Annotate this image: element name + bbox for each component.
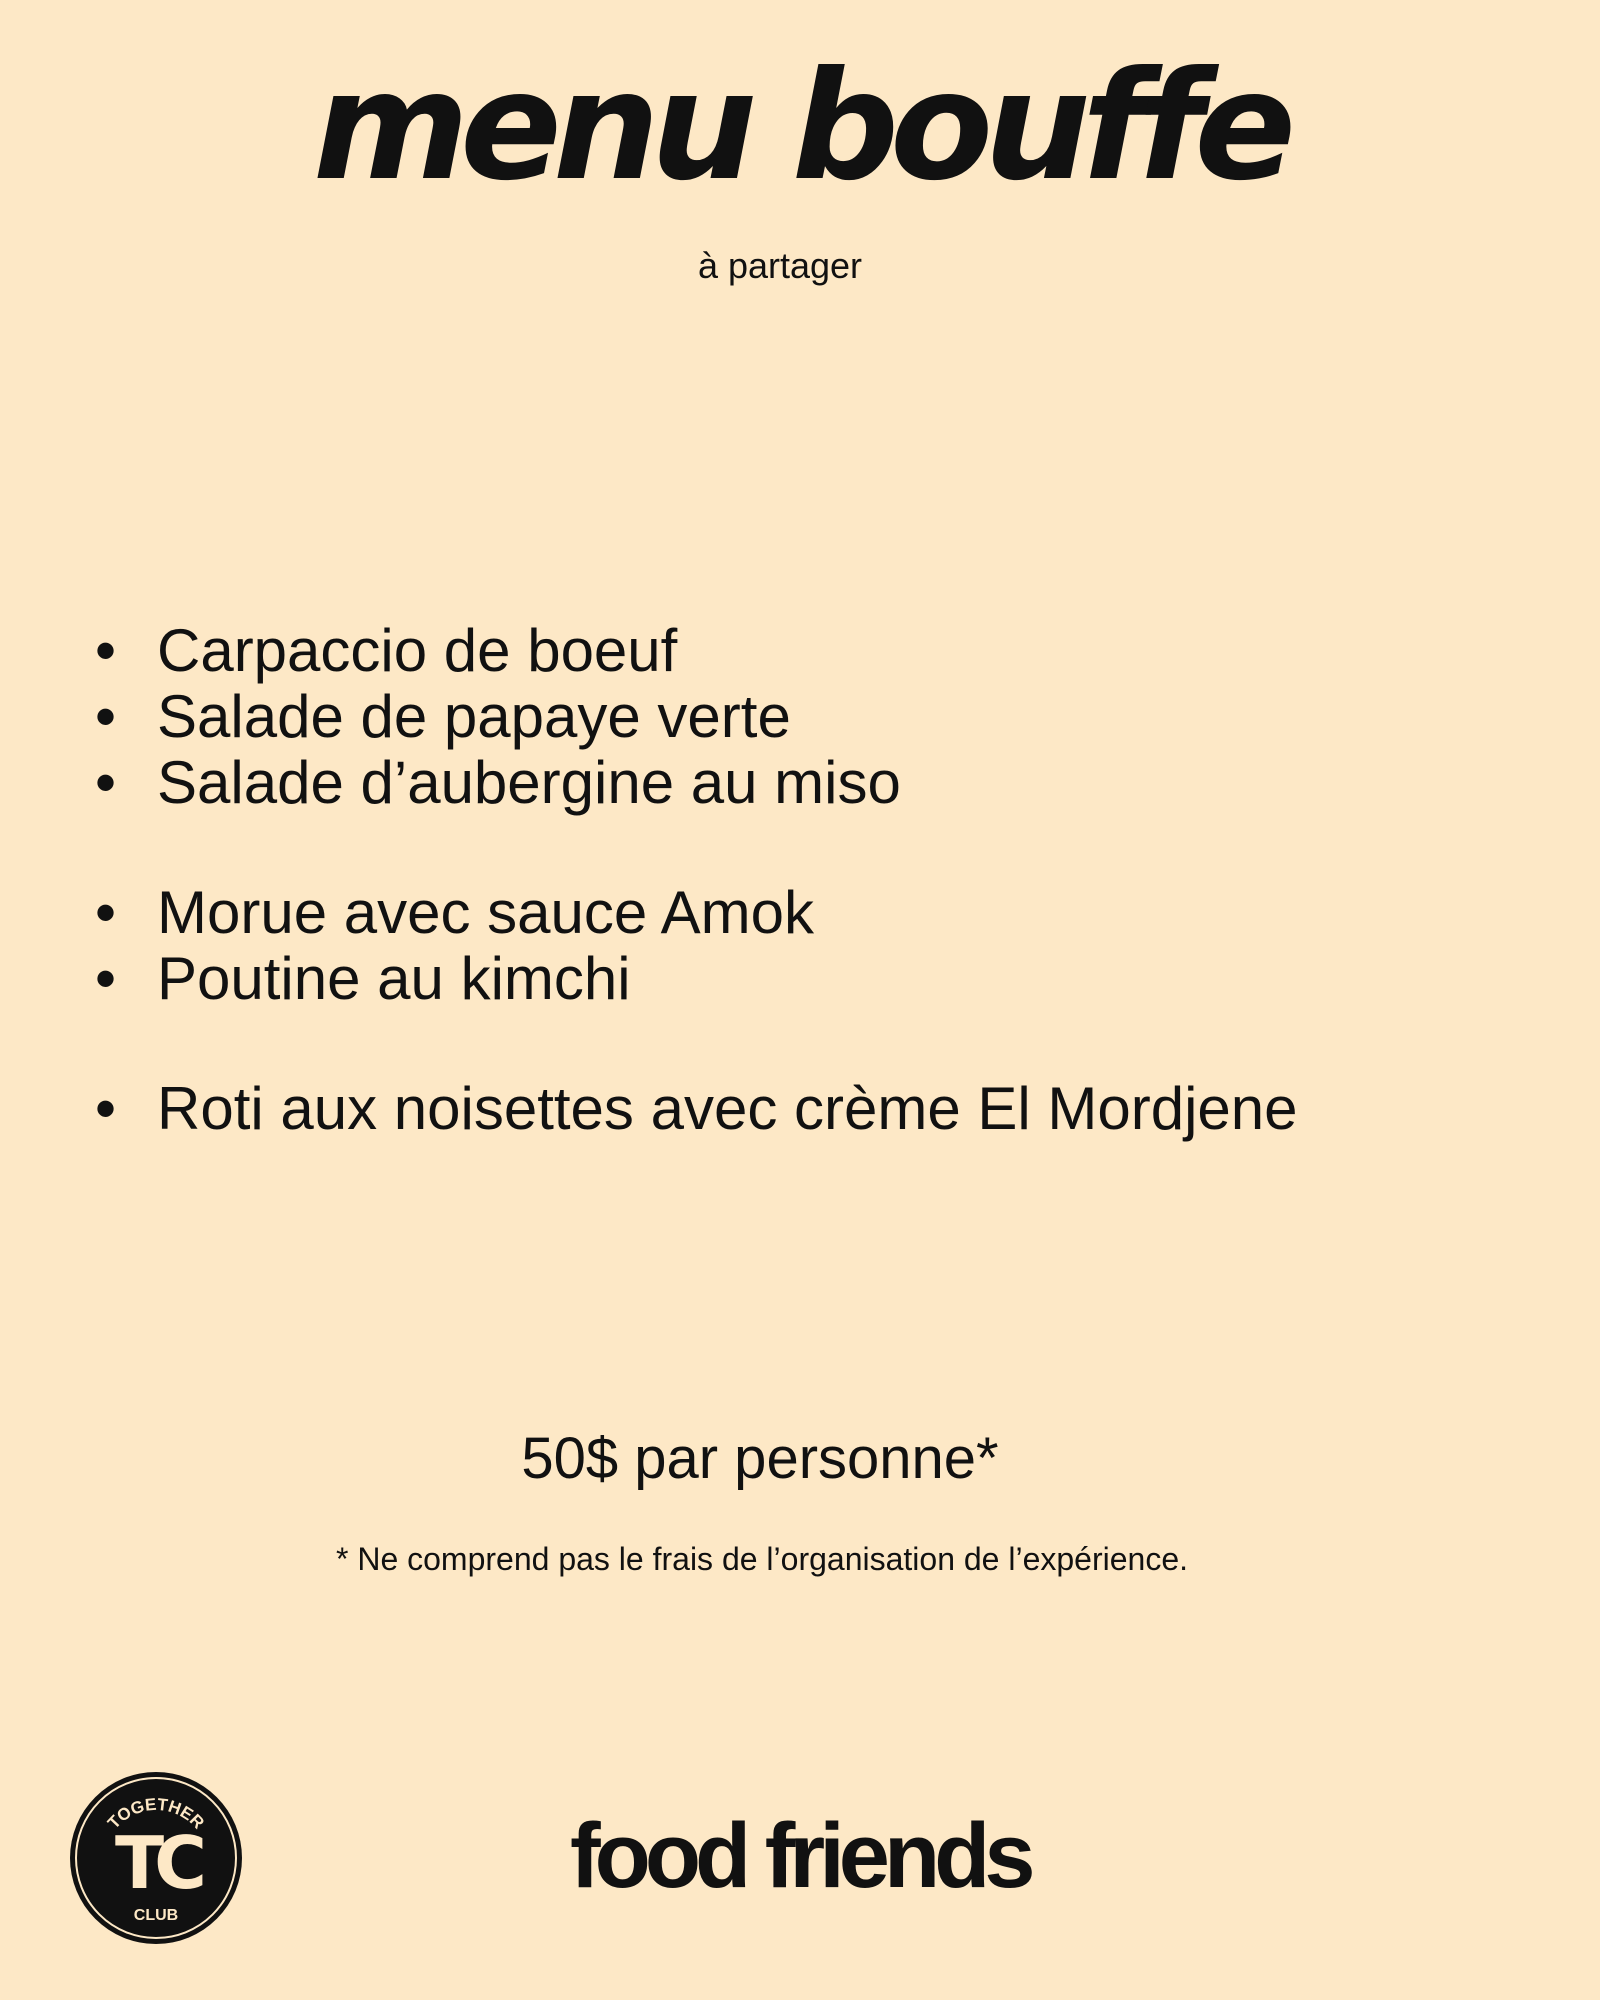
together-club-logo [68, 1770, 244, 1946]
dish-name: Salade d’aubergine au miso [157, 749, 901, 816]
dish-name: Salade de papaye verte [157, 683, 791, 750]
logo-top-text: TOGETHER [103, 1794, 208, 1833]
bullet-icon: • [95, 683, 117, 750]
dish-name: Poutine au kimchi [157, 945, 631, 1012]
menu-list [95, 618, 1298, 1142]
list-item [95, 1076, 1298, 1142]
bullet-icon: • [95, 1075, 117, 1142]
list-item [95, 750, 1298, 816]
page-title: menu bouffe [312, 40, 1288, 214]
bullet-icon: • [95, 879, 117, 946]
list-item [95, 684, 1298, 750]
brand-logo: food friends [570, 1805, 1030, 1907]
list-item [95, 880, 1298, 946]
price-disclaimer: * Ne comprend pas le frais de l’organisation de l’expérience. [335, 1541, 1189, 1577]
list-item [95, 618, 1298, 684]
list-item [95, 946, 1298, 1012]
dish-name: Carpaccio de boeuf [157, 617, 678, 684]
dish-name: Roti aux noisettes avec crème El Mordjene [157, 1075, 1298, 1142]
bullet-icon: • [95, 617, 117, 684]
logo-monogram: TC [115, 1821, 197, 1905]
bullet-icon: • [95, 945, 117, 1012]
price-per-person: 50$ par personne* [521, 1426, 999, 1491]
dish-name: Morue avec sauce Amok [157, 879, 814, 946]
logo-bottom-text: CLUB [133, 1907, 179, 1924]
bullet-icon: • [95, 749, 117, 816]
page-subtitle: à partager [697, 245, 863, 286]
